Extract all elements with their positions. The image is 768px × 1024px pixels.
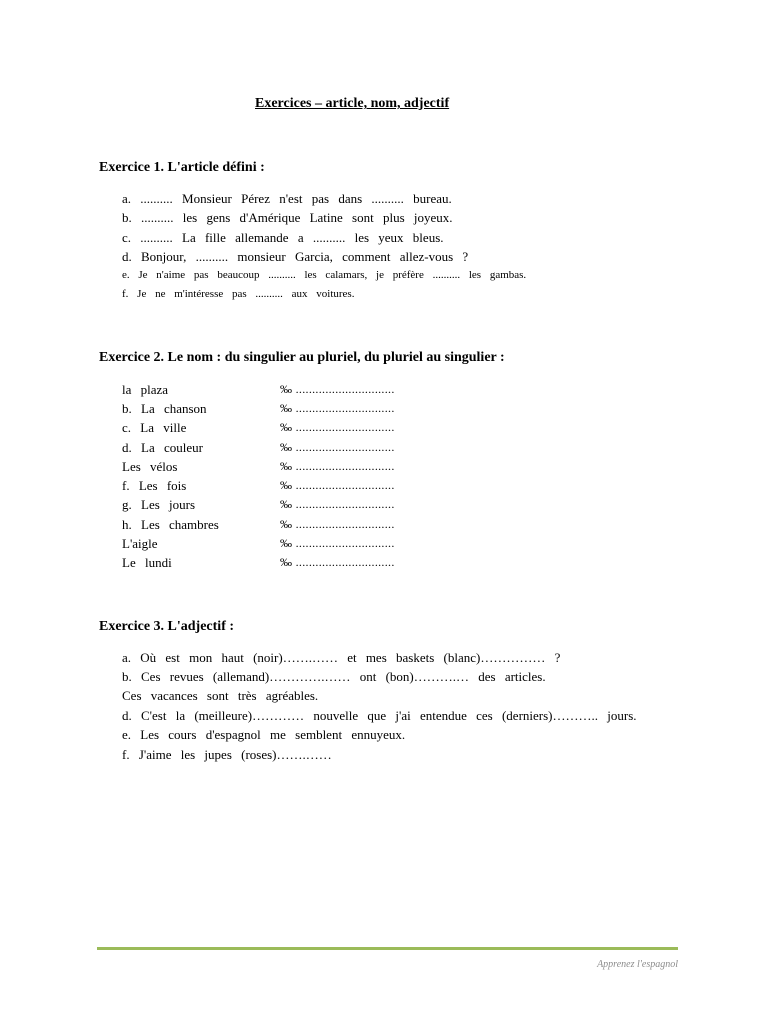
exercise-2-answer [280,555,395,570]
exercise-2-answer [280,517,395,532]
exercise-2-answer [280,420,395,435]
exercise-2-item: b. La chanson [122,401,207,416]
exercise-2-answer [280,478,395,493]
exercise-1-item: f. Je ne m'intéresse pas .......... aux voitures. [122,288,355,300]
exercise-2-item: Le lundi [122,555,172,570]
exercise-1-item: a. .......... Monsieur Pérez n'est pas dans .......... bureau. [122,191,452,206]
arrow-icon: ‰ [280,478,293,492]
footer-rule [97,947,678,950]
answer-blank: .............................. [295,555,395,569]
exercise-2-item: d. La couleur [122,440,203,455]
exercise-1-item: d. Bonjour, .......... monsieur Garcia, comment allez-vous ? [122,249,469,264]
arrow-icon: ‰ [280,382,293,396]
exercise-1-item: b. .......... les gens d'Amérique Latine sont plus joyeux. [122,210,453,225]
exercise-2-answer [280,382,395,397]
exercise-2-item: la plaza [122,382,169,397]
exercise-3-item: e. Les cours d'espagnol me semblent ennuyeux. [122,727,406,742]
answer-blank: .............................. [295,517,395,531]
answer-blank: .............................. [295,440,395,454]
exercise-3-item: a. Où est mon haut (noir)…….…… et mes baskets (blanc)…………… ? [122,650,561,665]
exercise-1-heading: Exercice 1. L'article défini : [99,160,265,175]
arrow-icon: ‰ [280,459,293,473]
arrow-icon: ‰ [280,536,293,550]
exercise-2-item: g. Les jours [122,497,196,512]
arrow-icon: ‰ [280,517,293,531]
exercise-2-answer [280,401,395,416]
answer-blank: .............................. [295,459,395,473]
exercise-2-item: L'aigle [122,536,158,551]
exercise-1-item: c. .......... La fille allemande a .......... les yeux bleus. [122,230,444,245]
arrow-icon: ‰ [280,440,293,454]
page-title: Exercices – article, nom, adjectif [255,96,450,111]
exercise-2-item: Les vélos [122,459,178,474]
answer-blank: .............................. [295,497,395,511]
exercise-3-item: f. J'aime les jupes (roses)…….…… [122,747,332,762]
arrow-icon: ‰ [280,401,293,415]
answer-blank: .............................. [295,401,395,415]
exercise-2-answer [280,497,395,512]
arrow-icon: ‰ [280,420,293,434]
exercise-2-heading: Exercice 2. Le nom : du singulier au pluriel, du pluriel au singulier : [99,350,505,365]
exercise-3-item: Ces vacances sont très agréables. [122,688,319,703]
exercise-1-item: e. Je n'aime pas beaucoup .......... les calamars, je préfère .......... les gambas. [122,269,527,281]
exercise-2-item: c. La ville [122,420,187,435]
exercise-3-item: b. Ces revues (allemand)………….…… ont (bon)……….… des articles. [122,669,546,684]
answer-blank: .............................. [295,536,395,550]
footer-text: Apprenez l'espagnol [597,959,678,970]
arrow-icon: ‰ [280,555,293,569]
answer-blank: .............................. [295,478,395,492]
exercise-3-item: d. C'est la (meilleure)………… nouvelle que j'ai entendue ces (derniers)……….. jours. [122,708,637,723]
exercise-2-answer [280,440,395,455]
arrow-icon: ‰ [280,497,293,511]
exercise-2-item: f. Les fois [122,478,187,493]
answer-blank: .............................. [295,382,395,396]
answer-blank: .............................. [295,420,395,434]
exercise-3-heading: Exercice 3. L'adjectif : [99,619,235,634]
exercise-2-answer [280,459,395,474]
exercise-2-answer [280,536,395,551]
exercise-2-item: h. Les chambres [122,517,219,532]
